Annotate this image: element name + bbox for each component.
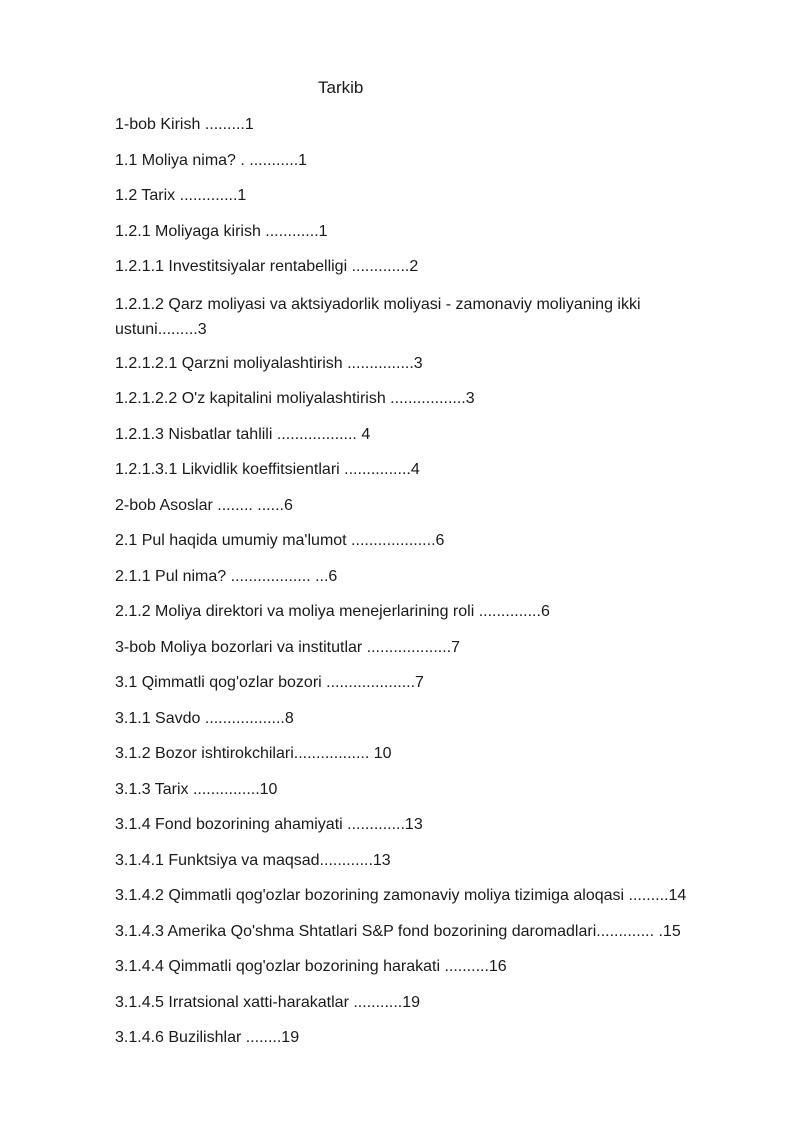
toc-entry: 1.2.1.3 Nisbatlar tahlili .................. 4 (115, 425, 371, 443)
toc-entry: 3.1.1 Savdo ..................8 (115, 709, 294, 727)
toc-entry: 1.2.1.1 Investitsiyalar rentabelligi .............2 (115, 258, 419, 275)
toc-entry: 3.1.2 Bozor ishtirokchilari................. 10 (115, 745, 392, 762)
toc-entry: 3.1.4.1 Funktsiya va maqsad............13 (115, 851, 391, 869)
toc-entry: 3.1.4.5 Irratsional xatti-harakatlar ...........19 (115, 993, 421, 1011)
toc-entry: 3.1.3 Tarix ...............10 (115, 780, 278, 798)
toc-entry: 1.2 Tarix .............1 (115, 187, 247, 204)
toc-entry: 1.2.1.2 Qarz moliyasi va aktsiyadorlik moliyasi - zamonaviy moliyaning ikki ustuni.........3 (115, 295, 645, 338)
toc-entry: 3.1.4.3 Amerika Qo'shma Shtatlari S&P fond bozorining daromadlari............. .15 (115, 922, 681, 940)
toc-entry: 2-bob Asoslar ........ ......6 (115, 496, 293, 514)
toc-entry: 3.1.4 Fond bozorining ahamiyati .............13 (115, 816, 423, 833)
toc-entry: 2.1 Pul haqida umumiy ma'lumot ...................6 (115, 532, 445, 549)
toc-entry: 1-bob Kirish .........1 (115, 116, 254, 133)
toc-entry: 3.1.4.4 Qimmatli qog'ozlar bozorining harakati ..........16 (115, 958, 507, 975)
toc-entry: 2.1.2 Moliya direktori va moliya menejerlarining roli ..............6 (115, 603, 550, 620)
page-title: Tarkib (318, 78, 364, 97)
toc-entry: 1.2.1.3.1 Likvidlik koeffitsientlari ...............4 (115, 461, 420, 478)
toc-entry: 3.1.4.2 Qimmatli qog'ozlar bozorining zamonaviy moliya tizimiga aloqasi .........14 (115, 887, 687, 904)
toc-entry: 3.1 Qimmatli qog'ozlar bozori ....................7 (115, 674, 424, 691)
toc-entry: 2.1.1 Pul nima? .................. ...6 (115, 567, 338, 585)
toc-entry: 1.1 Moliya nima? . ...........1 (115, 151, 308, 169)
toc-entry: 1.2.1 Moliyaga kirish ............1 (115, 222, 328, 240)
toc-entry: 3.1.4.6 Buzilishlar ........19 (115, 1029, 300, 1046)
toc-entry: 1.2.1.2.1 Qarzni moliyalashtirish ...............3 (115, 354, 423, 372)
toc-entry: 1.2.1.2.2 O'z kapitalini moliyalashtirish .................3 (115, 390, 475, 407)
table-of-contents (115, 114, 735, 1063)
toc-entry: 3-bob Moliya bozorlari va institutlar ...................7 (115, 638, 461, 656)
